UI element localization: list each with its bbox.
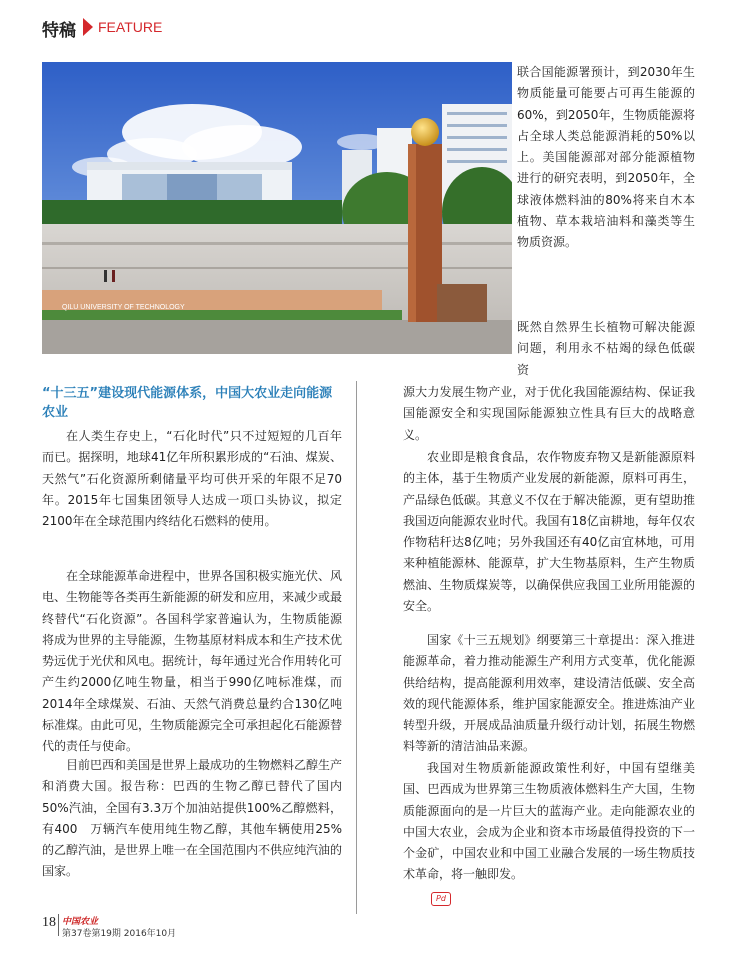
left-paragraph-3: 目前巴西和美国是世界上最成功的生物燃料乙醇生产和消费大国。报告称：巴西的生物乙醇已替代了国内50%汽油，全国有3.3万个加油站提供100%乙醇燃料，有400 万辆汽车使用纯生物乙醇，其他车辆使用25%的乙醇汽油，是世界上唯一在全国范围内不供应纯汽油的国家。 xyxy=(42,758,343,879)
right-paragraph-4: 我国对生物质新能源政策性利好，中国有望继美国、巴西成为世界第三生物质液体燃料生产大国，生物质能源面向的是一片巨大的蓝海产业。走向能源农业的中国大农业，会成为企业和资本市场最值得投资的下一个金矿，中国农业和中国工业融合发展的一场生物质技术革命，将一触即发。 xyxy=(403,761,695,882)
section-label-en: FEATURE xyxy=(98,19,163,35)
right-paragraph-3: 国家《十三五规划》纲要第三十章提出：深入推进能源革命，着力推动能源生产利用方式变革，优化能源供给结构，提高能源利用效率，建设清洁低碳、安全高效的现代能源体系，维护国家能源安全。推进炼油产业转型升级，开展成品油质量升级行动计划，拓展生物燃料等新的清洁油品来源。 xyxy=(403,633,695,754)
section-marker-icon xyxy=(83,18,93,36)
end-mark-logo: Pd xyxy=(431,892,451,906)
campus-photo xyxy=(42,62,512,354)
top-right-paragraph-2: 既然自然界生长植物可解决能源问题，利用永不枯竭的绿色低碳资 xyxy=(517,320,695,377)
footer-divider xyxy=(58,914,59,936)
magazine-name: 中国农业 xyxy=(62,917,99,927)
section-title: 特稿 xyxy=(42,21,76,41)
campus-photo-illustration xyxy=(42,62,512,354)
left-paragraph-2: 在全球能源革命进程中，世界各国积极实施光伏、风电、生物能等各类再生新能源的研发和应用，来减少或最终替代“石化资源”。各国科学家普遍认为，生物质能源将成为世界的主导能源，生物基原材料成本和生产技术优势远优于光伏和风电。据统计，每年通过光合作用转化可产生约2000亿吨生物量，相当于990亿吨标准煤，而2014年全球煤炭、石油、天然气消费总量约合130亿吨标准煤。由此可见，生物质能源完全可承担起化石能源替代的责任与使命。 xyxy=(42,569,343,754)
page-number: 18 xyxy=(42,915,56,930)
column-divider xyxy=(356,381,357,914)
left-paragraph-1: 在人类生存史上，“石化时代”只不过短短的几百年而已。据探明，地球41亿年所积累形成的“石油、煤炭、天然气”石化资源所剩储量平均可供开采的年限不足70年。2015年七国集团领导人达成一项口头协议，拟定2100年在全球范围内终结化石燃料的使用。 xyxy=(42,429,342,529)
campus-sign-text: QILU UNIVERSITY OF TECHNOLOGY xyxy=(62,304,185,311)
section-subtitle: “十三五”建设现代能源体系，中国大农业走向能源农业 xyxy=(42,386,333,420)
right-paragraph-2: 农业即是粮食食品，农作物废弃物又是新能源原料的主体，基于生物质产业发展的新能源，原料可再生，产品绿色低碳。其意义不仅在于解决能源，更有望助推我国迈向能源农业时代。我国有18亿亩耕地，每年仅农作物秸秆达8亿吨；另外我国还有40亿亩宜林地，可用来种植能源林、能源草，扩大生物基原料，生产生物质燃油、生物质煤炭等，以确保供应我国工业所用能源的安全。 xyxy=(403,450,695,614)
top-right-paragraph-1: 联合国能源署预计，到2030年生物质能量可能要占可再生能源的60%，到2050年，生物质能源将占全球人类总能源消耗的50%以上。美国能源部对部分能源植物进行的研究表明，到2050年，全球液体燃料油的80%将来自木本植物、草本栽培油料和藻类等生物质资源。 xyxy=(517,65,695,250)
right-paragraph-1: 源大力发展生物产业，对于优化我国能源结构、保证我国能源安全和实现国际能源独立性具有巨大的战略意义。 xyxy=(403,385,695,442)
issue-info: 第37卷第19期 2016年10月 xyxy=(62,929,177,939)
